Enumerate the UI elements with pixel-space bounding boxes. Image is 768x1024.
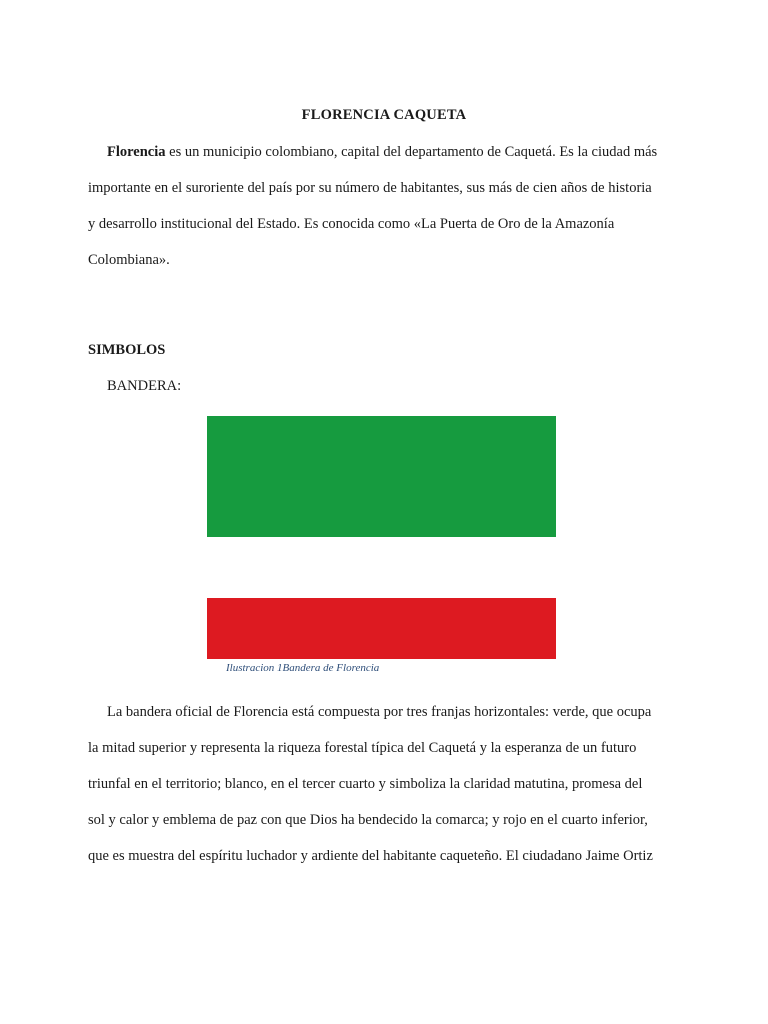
intro-line-3: y desarrollo institucional del Estado. Es conocida como «La Puerta de Oro de la Amazonía (88, 216, 615, 232)
flag-description-paragraph (88, 694, 688, 874)
intro-line-4: Colombiana». (88, 252, 170, 268)
flag-stripe-green (207, 416, 556, 537)
intro-line-1-text: es un municipio colombiano, capital del departamento de Caquetá. Es la ciudad más (165, 144, 658, 160)
intro-bold-word: Florencia (107, 144, 166, 160)
document-title: FLORENCIA CAQUETA (301, 107, 467, 123)
intro-paragraph (88, 134, 688, 278)
section-heading: SIMBOLOS (88, 342, 166, 358)
flag-illustration (207, 416, 556, 658)
flag-label: BANDERA: (107, 378, 182, 394)
description-line-5: que es muestra del espíritu luchador y ardiente del habitante caqueteño. El ciudadano Jaime Ortiz (88, 848, 653, 864)
flag-stripe-white (207, 537, 556, 598)
description-line-3: triunfal en el territorio; blanco, en el tercer cuarto y simboliza la claridad matutina, promesa del (88, 776, 643, 792)
description-line-4: sol y calor y emblema de paz con que Dios ha bendecido la comarca; y rojo en el cuarto inferior, (88, 812, 648, 828)
figure-caption: Ilustracion 1Bandera de Florencia (226, 662, 380, 674)
description-line-2: la mitad superior y representa la riqueza forestal típica del Caquetá y la esperanza de un futuro (88, 740, 637, 756)
intro-line-2: importante en el suroriente del país por su número de habitantes, sus más de cien años de historia (88, 180, 652, 196)
flag-stripe-red (207, 598, 556, 659)
description-line-1: La bandera oficial de Florencia está compuesta por tres franjas horizontales: verde, que ocupa (107, 704, 652, 720)
intro-line-1 (88, 134, 688, 170)
